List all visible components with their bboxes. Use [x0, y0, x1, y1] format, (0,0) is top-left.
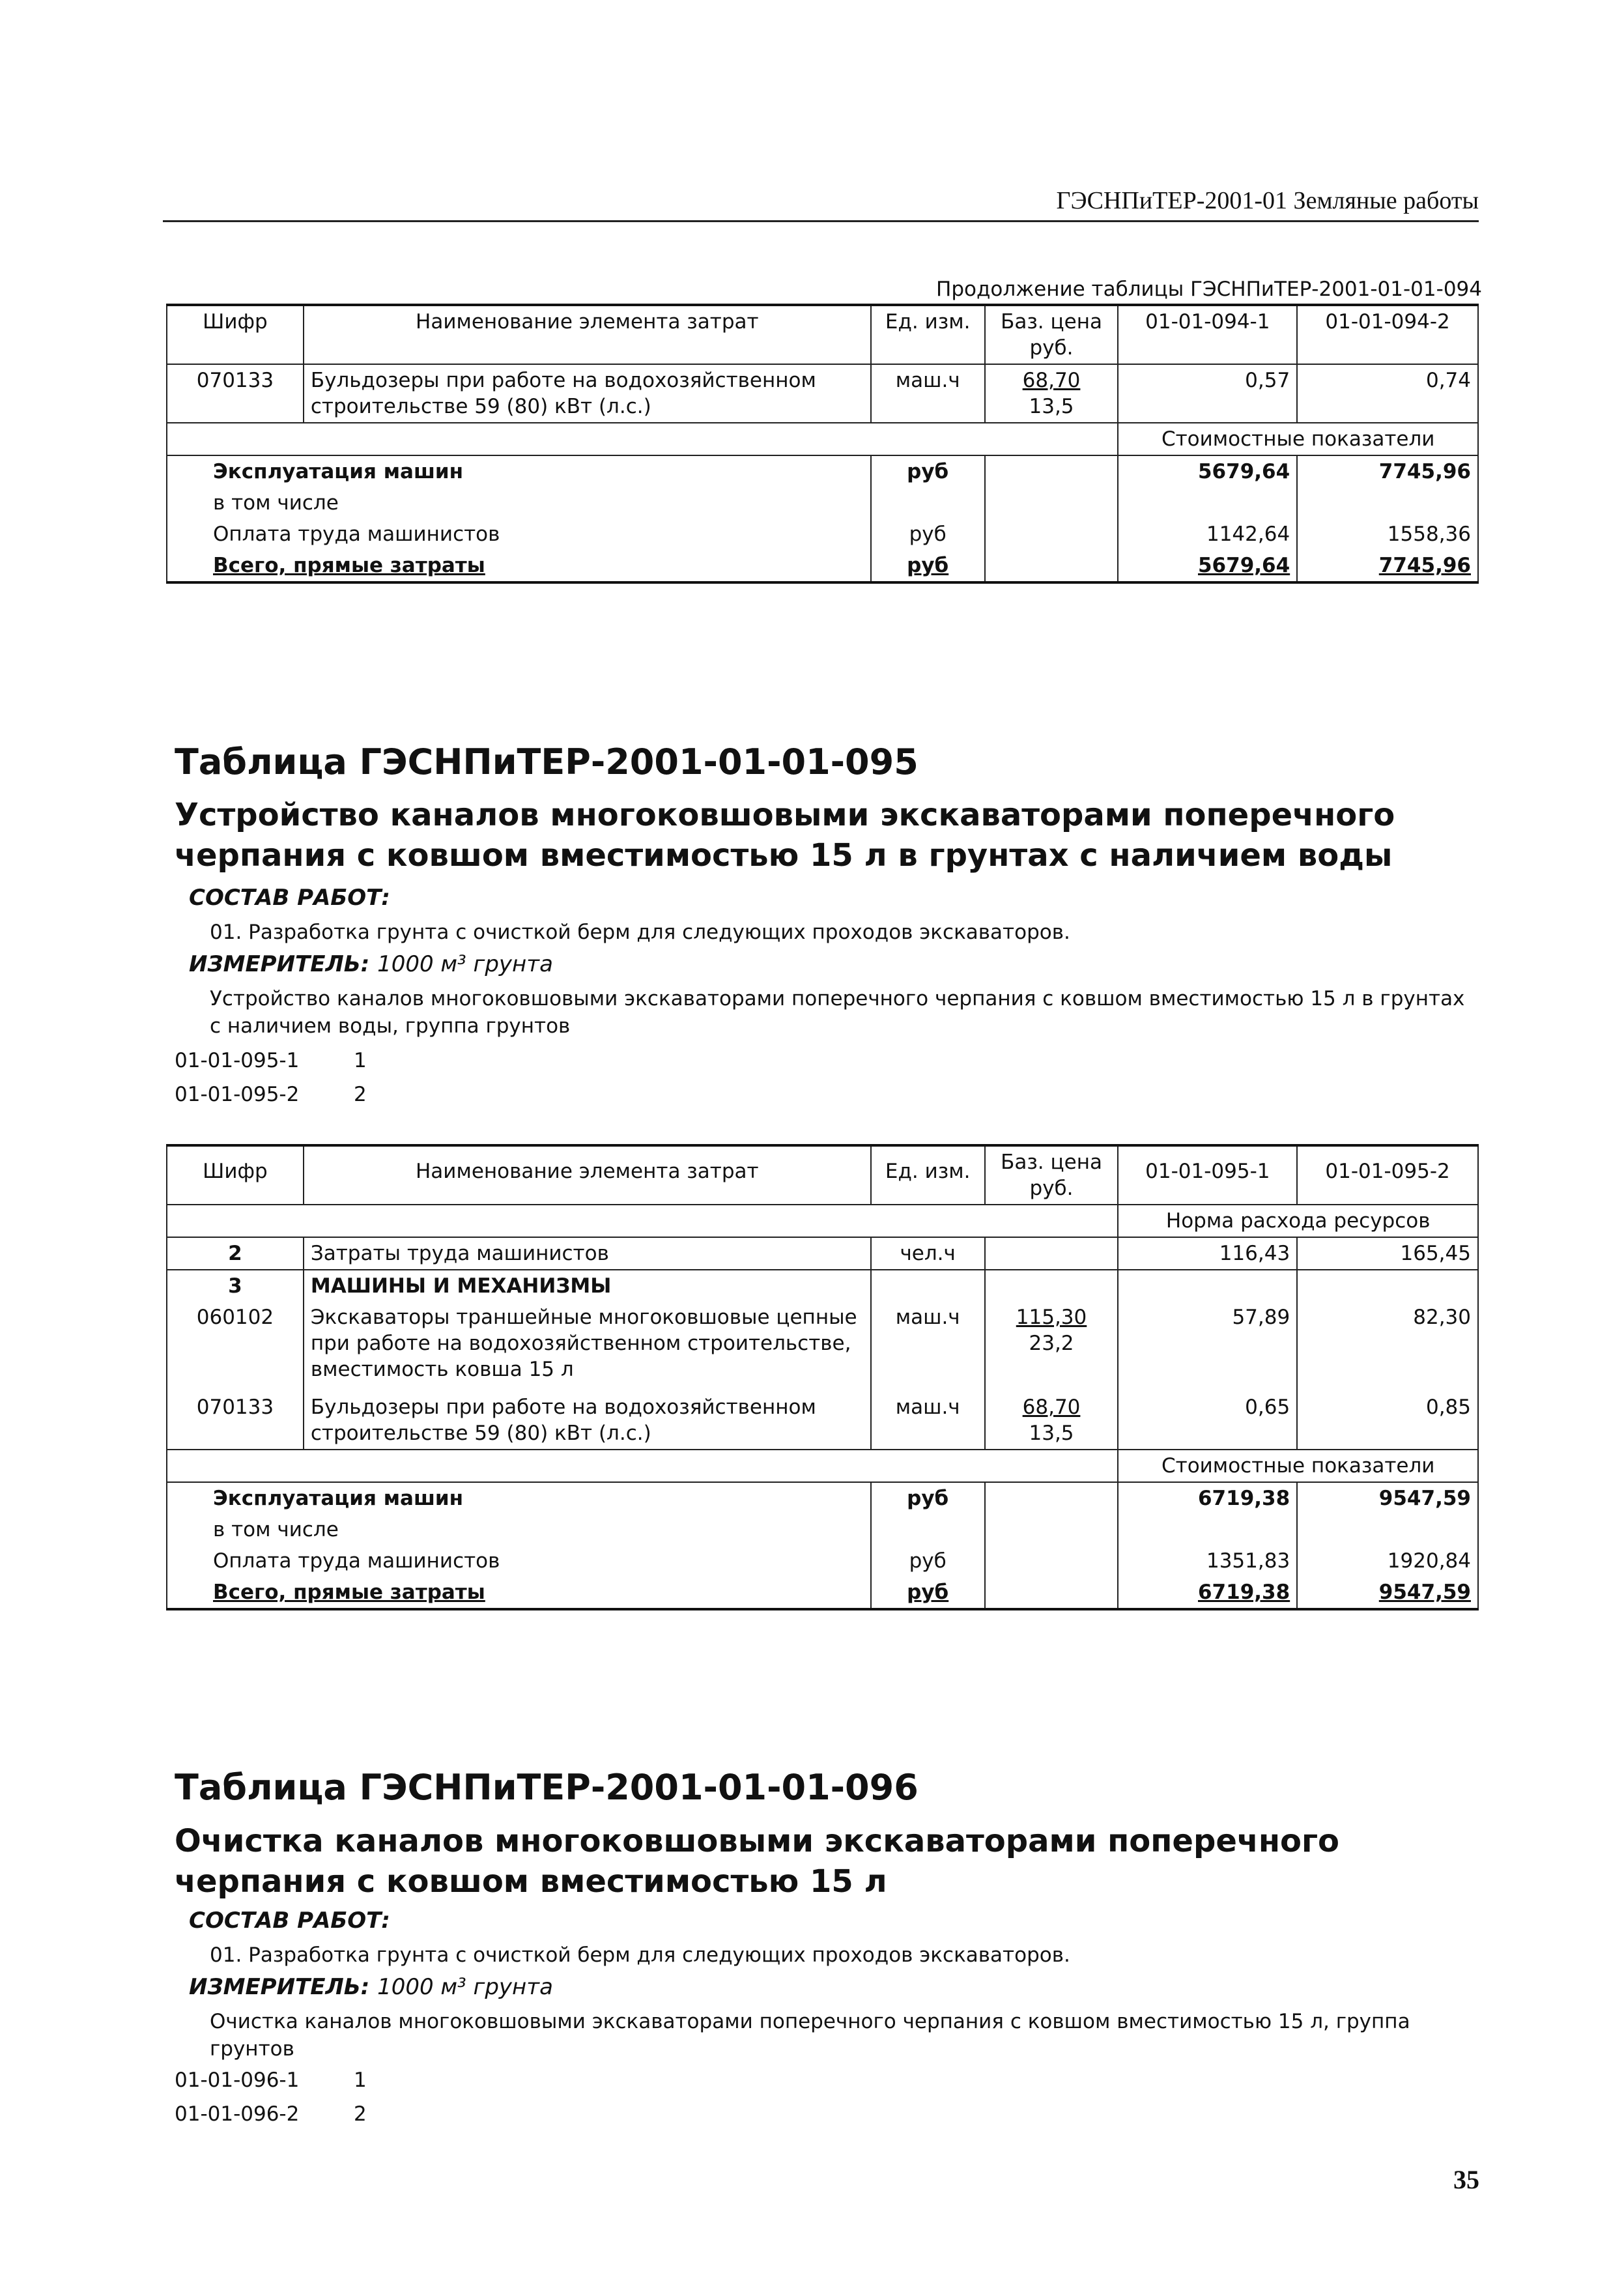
table-row: [167, 1270, 1478, 1302]
summary-label: в том числе: [167, 487, 871, 519]
sostav-item: 01. Разработка грунта с очисткой берм для следующих проходов экскаваторов.: [210, 921, 1070, 944]
table-095-title: Таблица ГЭСНПиТЕР-2001-01-01-095: [175, 741, 919, 782]
row-price: [985, 1302, 1118, 1385]
col-header-code: Шифр: [167, 1145, 304, 1205]
row-price: [985, 364, 1118, 423]
row-value-1: 116,43: [1118, 1237, 1297, 1270]
code: 01-01-096-2: [175, 2102, 300, 2126]
table-094-caption: Продолжение таблицы ГЭСНПиТЕР-2001-01-01-094: [936, 278, 1482, 301]
row-value-1: 57,89: [1118, 1302, 1297, 1385]
summary-unit: руб: [871, 519, 985, 550]
row-price: [985, 1385, 1118, 1450]
table-row: [167, 1302, 1478, 1385]
table-094: [166, 304, 1479, 584]
row-code: 060102: [167, 1302, 304, 1385]
table-096-title: Таблица ГЭСНПиТЕР-2001-01-01-096: [175, 1767, 919, 1808]
price-value: 68,70: [1022, 1395, 1081, 1419]
code-row: [175, 1083, 367, 1106]
summary-value-1: 1351,83: [1118, 1545, 1297, 1577]
code-group: 2: [354, 2102, 367, 2126]
summary-row: [167, 455, 1478, 487]
cost-header: Стоимостные показатели: [1118, 1450, 1478, 1482]
summary-unit: руб: [871, 455, 985, 487]
row-code: 070133: [167, 1385, 304, 1450]
table-096-note: Очистка каналов многоковшовыми экскаваторами поперечного черпания с ковшом вместимостью 15 л, группа грунтов: [210, 2010, 1410, 2061]
summary-label: Эксплуатация машин: [167, 1482, 871, 1514]
table-header-row: [167, 305, 1478, 364]
row-value-1: 0,57: [1118, 364, 1297, 423]
code-group: 2: [354, 1083, 367, 1106]
row-code: 2: [167, 1237, 304, 1270]
row-unit: маш.ч: [871, 1302, 985, 1385]
summary-value-1: 5679,64: [1118, 455, 1297, 487]
row-value-2: 0,85: [1297, 1385, 1478, 1450]
summary-unit: руб: [871, 1577, 985, 1609]
row-value-1: 0,65: [1118, 1385, 1297, 1450]
summary-value-1: 6719,38: [1118, 1577, 1297, 1609]
code-row: [175, 2102, 367, 2126]
price-value: 68,70: [1022, 369, 1081, 392]
table-096-description: Очистка каналов многоковшовыми экскаваторами поперечного черпания с ковшом вместимостью 15 л: [175, 1823, 1340, 1900]
table-095-description: Устройство каналов многоковшовыми экскаваторами поперечного черпания с ковшом вместимостью 15 л в грунтах с наличием воды: [175, 797, 1395, 874]
izmeritel-value: 1000 м³ грунта: [377, 951, 553, 977]
row-unit: маш.ч: [871, 1385, 985, 1450]
summary-value-1: 5679,64: [1118, 550, 1297, 582]
col-header-code: Шифр: [167, 305, 304, 364]
summary-row: [167, 1514, 1478, 1545]
izmeritel-label: ИЗМЕРИТЕЛЬ:: [189, 951, 370, 977]
row-value-2: 82,30: [1297, 1302, 1478, 1385]
col-header-price: Баз. цена руб.: [985, 1145, 1118, 1205]
summary-value-2: 1920,84: [1297, 1545, 1478, 1577]
col-header-unit: Ед. изм.: [871, 1145, 985, 1205]
price-value: 115,30: [1016, 1306, 1087, 1329]
summary-row: [167, 1545, 1478, 1577]
summary-label: Всего, прямые затраты: [167, 1577, 871, 1609]
row-code: 3: [167, 1270, 304, 1302]
row-unit: маш.ч: [871, 364, 985, 423]
row-value-2: 0,74: [1297, 364, 1478, 423]
code-row: [175, 1049, 367, 1072]
summary-value-2: 7745,96: [1297, 550, 1478, 582]
table-row: [167, 1385, 1478, 1450]
sostav-label: СОСТАВ РАБОТ:: [189, 885, 390, 911]
page-header: [163, 181, 1479, 222]
summary-label: Оплата труда машинистов: [167, 1545, 871, 1577]
col-header-variant-2: 01-01-094-2: [1297, 305, 1478, 364]
summary-unit: руб: [871, 1545, 985, 1577]
izmeritel: [189, 1974, 553, 2000]
col-header-name: Наименование элемента затрат: [304, 1145, 871, 1205]
price-secondary: 23,2: [1029, 1332, 1074, 1355]
col-header-variant-2: 01-01-095-2: [1297, 1145, 1478, 1205]
row-code: 070133: [167, 364, 304, 423]
sostav-label: СОСТАВ РАБОТ:: [189, 1908, 390, 1934]
table-row: [167, 1237, 1478, 1270]
summary-row: [167, 487, 1478, 519]
table-095-note: Устройство каналов многоковшовыми экскаваторами поперечного черпания с ковшом вместимостью 15 л в грунтах с наличием воды, группа грунтов: [210, 987, 1465, 1038]
row-name: Бульдозеры при работе на водохозяйственном строительстве 59 (80) кВт (л.с.): [304, 364, 871, 423]
col-header-name: Наименование элемента затрат: [304, 305, 871, 364]
cost-header-row: [167, 1450, 1478, 1482]
price-secondary: 13,5: [1029, 1422, 1074, 1445]
running-title: ГЭСНПиТЕР-2001-01 Земляные работы: [1056, 187, 1479, 214]
table-row: [167, 364, 1478, 423]
row-unit: чел.ч: [871, 1237, 985, 1270]
code: 01-01-096-1: [175, 2068, 300, 2092]
code-group: 1: [354, 2068, 367, 2092]
norm-header-row: [167, 1205, 1478, 1237]
summary-row: [167, 1482, 1478, 1514]
row-name: Экскаваторы траншейные многоковшовые цепные при работе на водохозяйственном строительстве, вместимость ковша 15 л: [304, 1302, 871, 1385]
summary-label: Всего, прямые затраты: [167, 550, 871, 582]
table-095: [166, 1144, 1479, 1610]
code-row: [175, 2068, 367, 2092]
summary-row: [167, 550, 1478, 582]
summary-unit: руб: [871, 1482, 985, 1514]
cost-header-row: [167, 423, 1478, 455]
summary-value-2: 7745,96: [1297, 455, 1478, 487]
summary-label: в том числе: [167, 1514, 871, 1545]
summary-row: [167, 519, 1478, 550]
col-header-variant-1: 01-01-094-1: [1118, 305, 1297, 364]
summary-label: Эксплуатация машин: [167, 455, 871, 487]
summary-unit: руб: [871, 550, 985, 582]
izmeritel-label: ИЗМЕРИТЕЛЬ:: [189, 1974, 370, 2000]
summary-value-1: 1142,64: [1118, 519, 1297, 550]
summary-value-2: 9547,59: [1297, 1577, 1478, 1609]
summary-value-2: 9547,59: [1297, 1482, 1478, 1514]
izmeritel: [189, 951, 553, 977]
summary-label: Оплата труда машинистов: [167, 519, 871, 550]
row-name: Бульдозеры при работе на водохозяйственном строительстве 59 (80) кВт (л.с.): [304, 1385, 871, 1450]
row-name: МАШИНЫ И МЕХАНИЗМЫ: [304, 1270, 871, 1302]
sostav-item: 01. Разработка грунта с очисткой берм для следующих проходов экскаваторов.: [210, 1943, 1070, 1967]
code: 01-01-095-2: [175, 1083, 300, 1106]
summary-row: [167, 1577, 1478, 1609]
col-header-variant-1: 01-01-095-1: [1118, 1145, 1297, 1205]
cost-header: Стоимостные показатели: [1118, 423, 1478, 455]
page-number: 35: [1453, 2165, 1479, 2194]
row-name: Затраты труда машинистов: [304, 1237, 871, 1270]
norm-header: Норма расхода ресурсов: [1118, 1205, 1478, 1237]
summary-value-1: 6719,38: [1118, 1482, 1297, 1514]
col-header-price: Баз. цена руб.: [985, 305, 1118, 364]
izmeritel-value: 1000 м³ грунта: [377, 1974, 553, 2000]
code: 01-01-095-1: [175, 1049, 300, 1072]
price-secondary: 13,5: [1029, 395, 1074, 418]
table-header-row: [167, 1145, 1478, 1205]
col-header-unit: Ед. изм.: [871, 305, 985, 364]
summary-value-2: 1558,36: [1297, 519, 1478, 550]
row-value-2: 165,45: [1297, 1237, 1478, 1270]
code-group: 1: [354, 1049, 367, 1072]
